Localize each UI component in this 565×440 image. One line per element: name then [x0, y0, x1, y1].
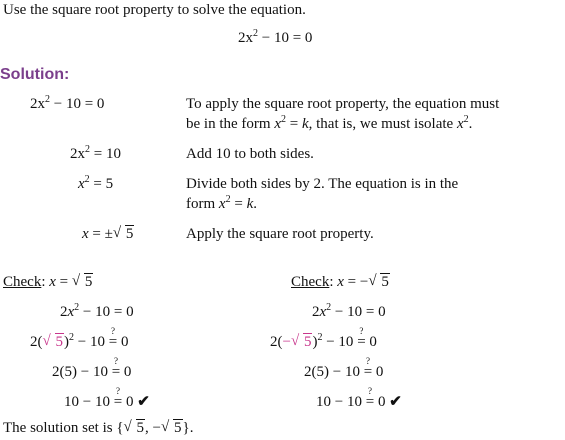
- step-1-equation: $2x^2 - 10 = 0$: [30, 94, 105, 112]
- step-2-explanation: Add 10 to both sides.: [186, 146, 314, 162]
- check-left-header: Check: x = √ 5: [3, 274, 93, 291]
- step-1-explanation-line2: be in the form $x^2 = k$, that is, we must isolate $x^2$.: [186, 114, 473, 132]
- solution-heading: Solution:: [0, 66, 70, 83]
- check-left-line-2: 2(√ 5)$^2$ − 10 ? = 0: [30, 334, 128, 351]
- step-3-explanation-line2: form $x^2 = k$.: [186, 194, 257, 212]
- problem-instruction: Use the square root property to solve the equation.: [3, 2, 306, 18]
- check-right-line-2: 2(−√ 5)$^2$ − 10 ? = 0: [270, 334, 377, 351]
- problem-equation: $2x^2 - 10 = 0$: [238, 28, 313, 46]
- checkmark-icon: ✔: [137, 394, 150, 410]
- check-right-line-3: 2(5) − 10 ? = 0: [304, 356, 384, 380]
- checkmark-icon: ✔: [389, 394, 402, 410]
- step-2-equation: $2x^2 = 10$: [70, 144, 121, 162]
- step-4-explanation: Apply the square root property.: [186, 226, 374, 242]
- step-3-explanation-line1: Divide both sides by 2. The equation is in the: [186, 176, 459, 192]
- step-3-equation: $x^2 = 5$: [78, 174, 114, 192]
- check-right-header: Check: x = −√ 5: [291, 274, 390, 291]
- check-left-line-1: $2x^2 - 10 = 0$: [60, 302, 134, 320]
- check-right-line-4: 10 − 10 ? = 0 ✔: [316, 386, 402, 410]
- step-1-explanation-line1: To apply the square root property, the equation must: [186, 96, 500, 112]
- step-4-equation: x = ±√ 5: [82, 226, 134, 243]
- solution-set: The solution set is {√ 5, −√ 5}.: [3, 420, 193, 437]
- check-right-line-1: $2x^2 - 10 = 0$: [312, 302, 386, 320]
- check-left-line-4: 10 − 10 ? = 0 ✔: [64, 386, 150, 410]
- check-left-line-3: 2(5) − 10 ? = 0: [52, 356, 132, 380]
